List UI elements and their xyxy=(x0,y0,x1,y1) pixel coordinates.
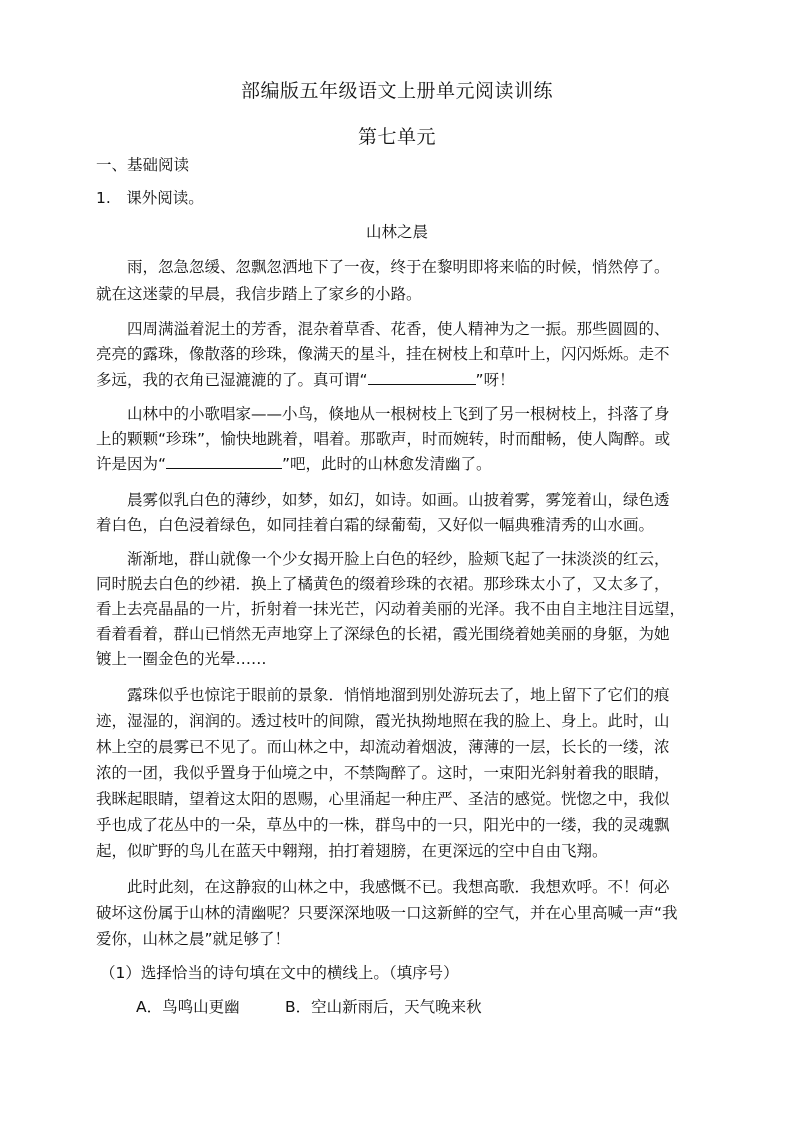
passage-line: 看着看着，群山已悄然无声地穿上了深绿色的长裙，霞光围绕着她美丽的身躯，为她 xyxy=(96,625,670,643)
passage-line: 露珠似乎也惊诧于眼前的景象．悄悄地溜到别处游玩去了，地上留下了它们的痕 xyxy=(96,686,670,704)
passage-text: ”呀！ xyxy=(475,371,515,389)
passage-text: ”吧，此时的山林愈发清幽了。 xyxy=(282,455,492,473)
passage-line: 我眯起眼睛，望着这太阳的恩赐，心里涌起一种庄严、圣洁的感觉。恍惚之中，我似 xyxy=(96,790,670,808)
passage-text: 多远，我的衣角已湿漉漉的了。真可谓“ xyxy=(96,371,368,389)
answer-blank-2[interactable] xyxy=(166,454,282,469)
passage-line: 晨雾似乳白色的薄纱，如梦，如幻，如诗。如画。山披着雾，雾笼着山，绿色透 xyxy=(96,491,670,509)
question-label: 1. 课外阅读。 xyxy=(96,189,204,207)
passage-line: 浓的一团，我似乎置身于仙境之中，不禁陶醉了。这时，一束阳光斜射着我的眼睛， xyxy=(96,764,670,782)
passage-line: 同时脱去白色的纱裙．换上了橘黄色的缀着珍珠的衣裙。那珍珠太小了，又太多了， xyxy=(96,575,670,593)
passage-text: 许是因为“ xyxy=(96,455,167,473)
answer-blank-1[interactable] xyxy=(368,370,476,385)
passage-line: 看上去亮晶晶的一片，折射着一抹光芒，闪动着美丽的光泽。我不由自主地注目远望， xyxy=(96,600,686,618)
document-title: 部编版五年级语文上册单元阅读训练 xyxy=(240,80,553,102)
passage-line: 雨，忽急忽缓、忽飘忽洒地下了一夜，终于在黎明即将来临的时候，悄然停了。 xyxy=(96,258,670,276)
passage-line: 着白色，白色浸着绿色，如同挂着白霜的绿葡萄，又好似一幅典雅清秀的山水画。 xyxy=(96,516,655,534)
passage-line-with-blank xyxy=(96,369,702,391)
passage-line: 乎也成了花丛中的一朵，草丛中的一株，群鸟中的一只，阳光中的一缕，我的灵魂飘 xyxy=(96,816,670,834)
passage-line: 破坏这份属于山林的清幽呢？只要深深地吸一口这新鲜的空气，并在心里高喊一声“我 xyxy=(96,904,678,922)
passage-line: 渐渐地，群山就像一个少女揭开脸上白色的轻纱，脸颊飞起了一抹淡淡的红云， xyxy=(96,550,670,568)
passage-line: 爱你，山林之晨”就足够了！ xyxy=(96,930,291,948)
passage-line: 就在这迷蒙的早晨，我信步踏上了家乡的小路。 xyxy=(96,285,422,303)
passage-line: 山林中的小歌唱家——小鸟，倏地从一根树枝上飞到了另一根树枝上，抖落了身 xyxy=(96,405,670,423)
passage-line: 上的颗颗“珍珠”，愉快地跳着，唱着。那歌声，时而婉转，时而酣畅，使人陶醉。或 xyxy=(96,430,671,448)
passage-line: 起，似旷野的鸟儿在蓝天中翱翔，拍打着翅膀，在更深远的空中自由飞翔。 xyxy=(96,842,608,860)
passage-line: 此时此刻，在这静寂的山林之中，我感慨不已。我想高歌．我想欢呼。不！何必 xyxy=(96,878,670,896)
passage-line: 镀上一圈金色的光晕…… xyxy=(96,650,267,668)
passage-line-with-blank xyxy=(96,453,702,475)
passage-line: 林上空的晨雾已不见了。而山林之中，却流动着烟波，薄薄的一层，长长的一缕，浓 xyxy=(96,738,670,756)
passage-title: 山林之晨 xyxy=(365,223,428,241)
option-a[interactable]: A．鸟鸣山更幽 xyxy=(136,998,240,1016)
unit-title: 第七单元 xyxy=(357,126,436,148)
passage-line: 迹，湿湿的，润润的。透过枝叶的间隙，霞光执拗地照在我的脸上、身上。此时，山 xyxy=(96,712,670,730)
sub-question: （1）选择恰当的诗句填在文中的横线上。（填序号） xyxy=(100,964,459,982)
option-b[interactable]: B．空山新雨后，天气晚来秋 xyxy=(285,998,482,1016)
passage-line: 亮亮的露珠，像散落的珍珠，像满天的星斗，挂在树枝上和草叶上，闪闪烁烁。走不 xyxy=(96,345,670,363)
passage-line: 四周满溢着泥土的芳香，混杂着草香、花香，使人精神为之一振。那些圆圆的、 xyxy=(96,320,670,338)
section-heading: 一、基础阅读 xyxy=(96,156,190,174)
